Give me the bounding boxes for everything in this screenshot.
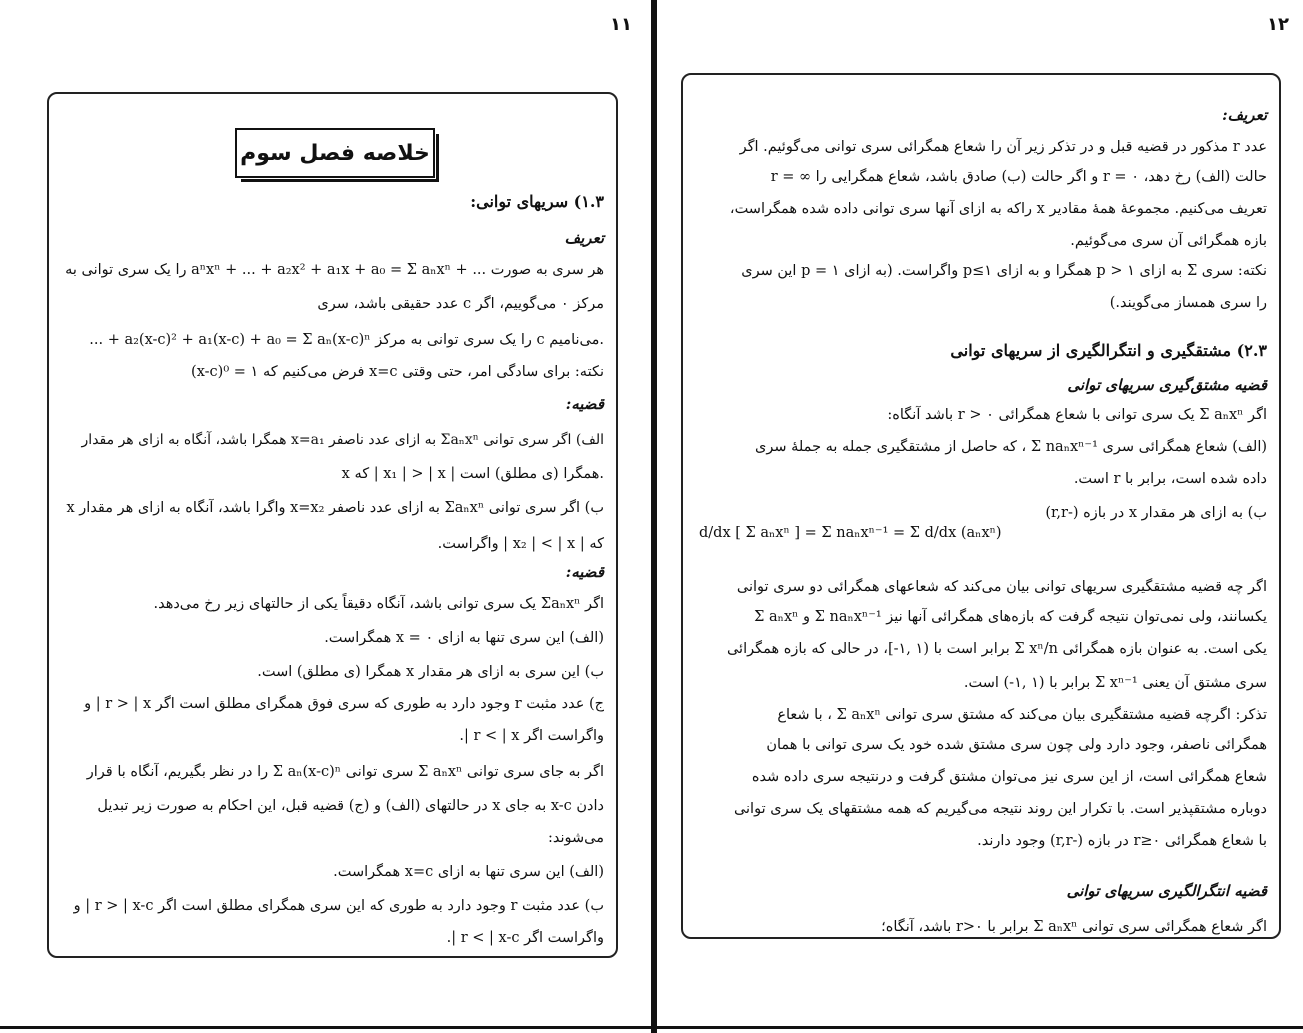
text-line: تعریف می‌کنیم. مجموعهٔ همهٔ مقادیر x راکه به ازای آنها سری توانی داده شده همگراست، <box>729 201 1267 217</box>
chapter-title: خلاصه فصل سوم <box>235 128 435 178</box>
text-line: که | x₂ | < | x | واگراست. <box>437 536 604 552</box>
text-line: ۲.۳) مشتقگیری و انتگرالگیری از سریهای توانی <box>950 341 1267 360</box>
text-line: اگر چه قضیه مشتقگیری سریهای توانی بیان می‌کند که شعاعهای همگرائی دو سری توانی <box>736 579 1267 595</box>
text-line: نکته: سری Σ به ازای ۱ < p همگرا و به ازای ۱≥p واگراست. (به ازای ۱ = p این سری <box>741 263 1267 279</box>
summary-frame <box>47 92 618 958</box>
text-line: ب) عدد مثبت r وجود دارد به طوری که این سری همگرای مطلق است اگر r > | x-c | و <box>73 898 604 914</box>
right-page <box>657 0 1303 1033</box>
text-line: می‌شوند: <box>547 830 604 846</box>
text-line: با شعاع همگرائی r≥۰ در بازه (-r,r) وجود دارند. <box>977 833 1267 849</box>
text-line: حالت (الف) رخ دهد، ۰ = r و اگر حالت (ب) صادق باشد، شعاع همگرایی را ∞ = r <box>770 169 1267 185</box>
text-line: اگر به جای سری توانی Σ aₙxⁿ سری توانی Σ aₙ(x-c)ⁿ را در نظر بگیریم، آنگاه با قرار <box>86 764 604 780</box>
text-line: (الف) شعاع همگرائی سری Σ naₙxⁿ⁻¹ ، که حاصل از مشتقگیری جمله به جملهٔ سری <box>755 439 1267 455</box>
bottom-rule <box>0 1026 1303 1029</box>
text-line: مرکز ۰ می‌گوییم، اگر c عدد حقیقی باشد، سری <box>317 296 604 312</box>
text-line: یکی است. به عنوان بازه همگرائی Σ xⁿ/n برابر است با (۱ ,۱-]، در حالی که بازه همگرائی <box>726 641 1267 657</box>
text-line: اگر Σaₙxⁿ یک سری توانی باشد، آنگاه دقیقاً یکی از حالتهای زیر رخ می‌دهد. <box>153 596 604 612</box>
text-line: اگر Σ aₙxⁿ یک سری توانی با شعاع همگرائی ۰ < r باشد آنگاه: <box>887 407 1267 423</box>
text-line: بازه همگرائی آن سری می‌گوئیم. <box>1070 233 1267 249</box>
text-line: ب) اگر سری توانی Σaₙxⁿ به ازای عدد ناصفر x=x₂ واگرا باشد، آنگاه به ازای هر مقدار x <box>66 500 604 516</box>
text-line: دوباره مشتقپذیر است. با تکرار این روند نتیجه می‌گیریم که همه مشتقهای یک سری توانی <box>733 801 1267 817</box>
page-number: ۱۱ <box>610 14 632 35</box>
text-line: تذکر: اگرچه قضیه مشتقگیری بیان می‌کند که مشتق سری توانی Σ aₙxⁿ ، با شعاع <box>777 707 1267 723</box>
text-line: (الف) این سری تنها به ازای x=c همگراست. <box>333 864 604 880</box>
text-line: ب) این سری به ازای هر مقدار x همگرا (ی مطلق) است. <box>257 664 604 680</box>
text-line: شعاع همگرائی است، از این سری نیز می‌توان مشتق گرفت و درنتیجه سری داده شده <box>751 769 1267 785</box>
text-line: تعریف <box>564 229 604 247</box>
text-line: الف) اگر سری توانی Σaₙxⁿ به ازای عدد ناصفر x=a₁ همگرا باشد، آنگاه به ازای هر مقدار <box>81 432 604 448</box>
text-line: قضیه: <box>565 395 604 413</box>
text-line: x که | x₁ | > | x | همگرا (ی مطلق) است. <box>341 466 604 482</box>
text-line: را سری همساز می‌گویند.) <box>1109 295 1267 311</box>
text-line: عدد r مذکور در قضیه قبل و در تذکر زیر آن را شعاع همگرائی سری توانی می‌گوئیم. اگر <box>739 139 1267 155</box>
text-line: (الف) این سری تنها به ازای ۰ = x همگراست. <box>324 630 604 646</box>
text-line: قضیه: <box>565 563 604 581</box>
text-line: ج) عدد مثبت r وجود دارد به طوری که سری فوق همگرای مطلق است اگر r > | x | و <box>84 696 604 712</box>
text-line: واگراست اگر r < | x-c |. <box>446 930 604 946</box>
page-number: ۱۲ <box>1267 14 1289 35</box>
content-frame <box>681 73 1281 939</box>
derivative-formula: d/dx [ Σ aₙxⁿ ] = Σ naₙxⁿ⁻¹ = Σ d/dx (aₙxⁿ) <box>699 525 1002 541</box>
text-line: ۱.۳) سریهای توانی: <box>470 192 604 211</box>
text-line: نکته: برای سادگی امر، حتی وقتی x=c فرض می‌کنیم که ۱ = ⁰(x-c) <box>191 364 604 380</box>
text-line: داده شده است، برابر با r است. <box>1073 471 1267 487</box>
text-line: واگراست اگر r < | x |. <box>459 728 604 744</box>
text-line: ... + a₂(x-c)² + a₁(x-c) + a₀ = Σ aₙ(x-c)ⁿ را یک سری توانی به مرکز c می‌نامیم. <box>89 332 604 348</box>
text-line: قضیه مشتق‌گیری سریهای توانی <box>1067 376 1267 394</box>
text-line: اگر شعاع همگرائی سری توانی Σ aₙxⁿ برابر با r>۰ باشد، آنگاه؛ <box>881 919 1267 935</box>
text-line: دادن x-c به جای x در حالتهای (الف) و (ج) قضیه قبل، این احکام به صورت زیر تبدیل <box>97 798 604 814</box>
text-line: همگرائی ناصفر، وجود دارد ولی چون سری مشتق شده خود یک سری توانی با همان <box>766 737 1267 753</box>
text-line: Σ aₙxⁿ و Σ naₙxⁿ⁻¹ یکسانند، ولی نمی‌توان نتیجه گرفت که بازه‌های همگرائی آنها نیز <box>754 609 1267 625</box>
text-line: سری مشتق آن یعنی Σ xⁿ⁻¹ برابر با (۱ ,۱-) است. <box>963 675 1267 691</box>
text-line: قضیه انتگرالگیری سریهای توانی <box>1066 882 1267 900</box>
text-line: هر سری به صورت ... + aⁿxⁿ + ... + a₂x² + a₁x + a₀ = Σ aₙxⁿ را یک سری توانی به <box>65 262 604 278</box>
text-line: ب) به ازای هر مقدار x در بازه (-r,r) <box>1045 505 1267 521</box>
text-line: تعریف: <box>1222 106 1267 124</box>
